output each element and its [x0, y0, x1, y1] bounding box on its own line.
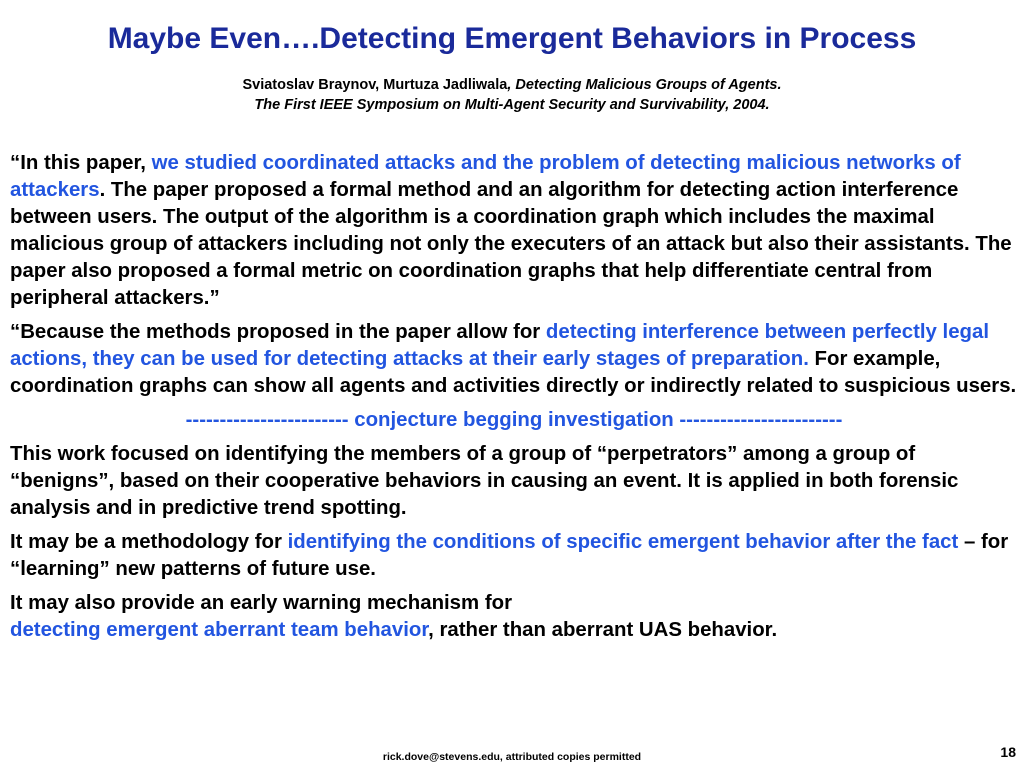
footer-credit: rick.dove@stevens.edu, attributed copies permitted — [382, 751, 642, 763]
citation-venue: The First IEEE Symposium on Multi-Agent Security and Survivability, 2004. — [254, 97, 770, 113]
page-number: 18 — [1000, 744, 1016, 760]
highlighted-text: we studied coordinated attacks and the problem of detecting malicious networks of attackers — [10, 152, 961, 201]
paragraph-text: . The paper proposed a formal method and an algorithm for detecting action interference between users. The output of the algorithm is a coordination graph which includes the maximal malicious group of attackers including not only the executers of an attack but also their assistants. The paper also proposed a formal metric on coordination graphs that help differentiate central from peripheral attackers.” — [10, 179, 1012, 309]
citation — [0, 75, 1024, 115]
paragraph-text: – for “learning” new patterns of future use. — [10, 531, 1009, 580]
citation-authors: Sviatoslav Braynov, Murtuza Jadliwala — [242, 77, 508, 93]
citation-line-1 — [0, 75, 1024, 95]
paragraph-quote-2 — [10, 319, 1018, 400]
paragraph-early-warning — [10, 590, 1018, 644]
highlighted-text: detecting interference between perfectly legal actions, they can be used for detecting attacks at their early stages of preparation. — [10, 321, 989, 370]
paragraph-text: “Because the methods proposed in the paper allow for — [10, 321, 546, 343]
conjecture-divider: ------------------------ conjecture begging investigation ------------------------ — [185, 409, 843, 431]
highlighted-text: detecting emergent aberrant team behavior — [10, 619, 429, 641]
paragraph-text: “In this paper, — [10, 152, 152, 174]
paragraph-text: For example, coordination graphs can show all agents and activities directly or indirectly related to suspicious users. — [10, 348, 1017, 397]
paragraph-summary: This work focused on identifying the members of a group of “perpetrators” among a group of “benigns”, based on their cooperative behaviors in causing an event. It is applied in both forensic analysis and in predictive trend spotting. — [10, 443, 959, 519]
citation-paper-title: , Detecting Malicious Groups of Agents. — [507, 77, 782, 93]
paragraph-methodology — [10, 529, 1018, 583]
paragraph-quote-1 — [10, 150, 1018, 312]
slide-title: Maybe Even….Detecting Emergent Behaviors in Process — [107, 22, 917, 55]
paragraph-text: It may be a methodology for — [10, 531, 288, 553]
paragraph-text: , rather than aberrant UAS behavior. — [428, 619, 778, 641]
highlighted-text: identifying the conditions of specific emergent behavior after the fact — [287, 531, 959, 553]
slide-body — [10, 150, 1018, 651]
paragraph-text: It may also provide an early warning mechanism for — [10, 592, 513, 614]
